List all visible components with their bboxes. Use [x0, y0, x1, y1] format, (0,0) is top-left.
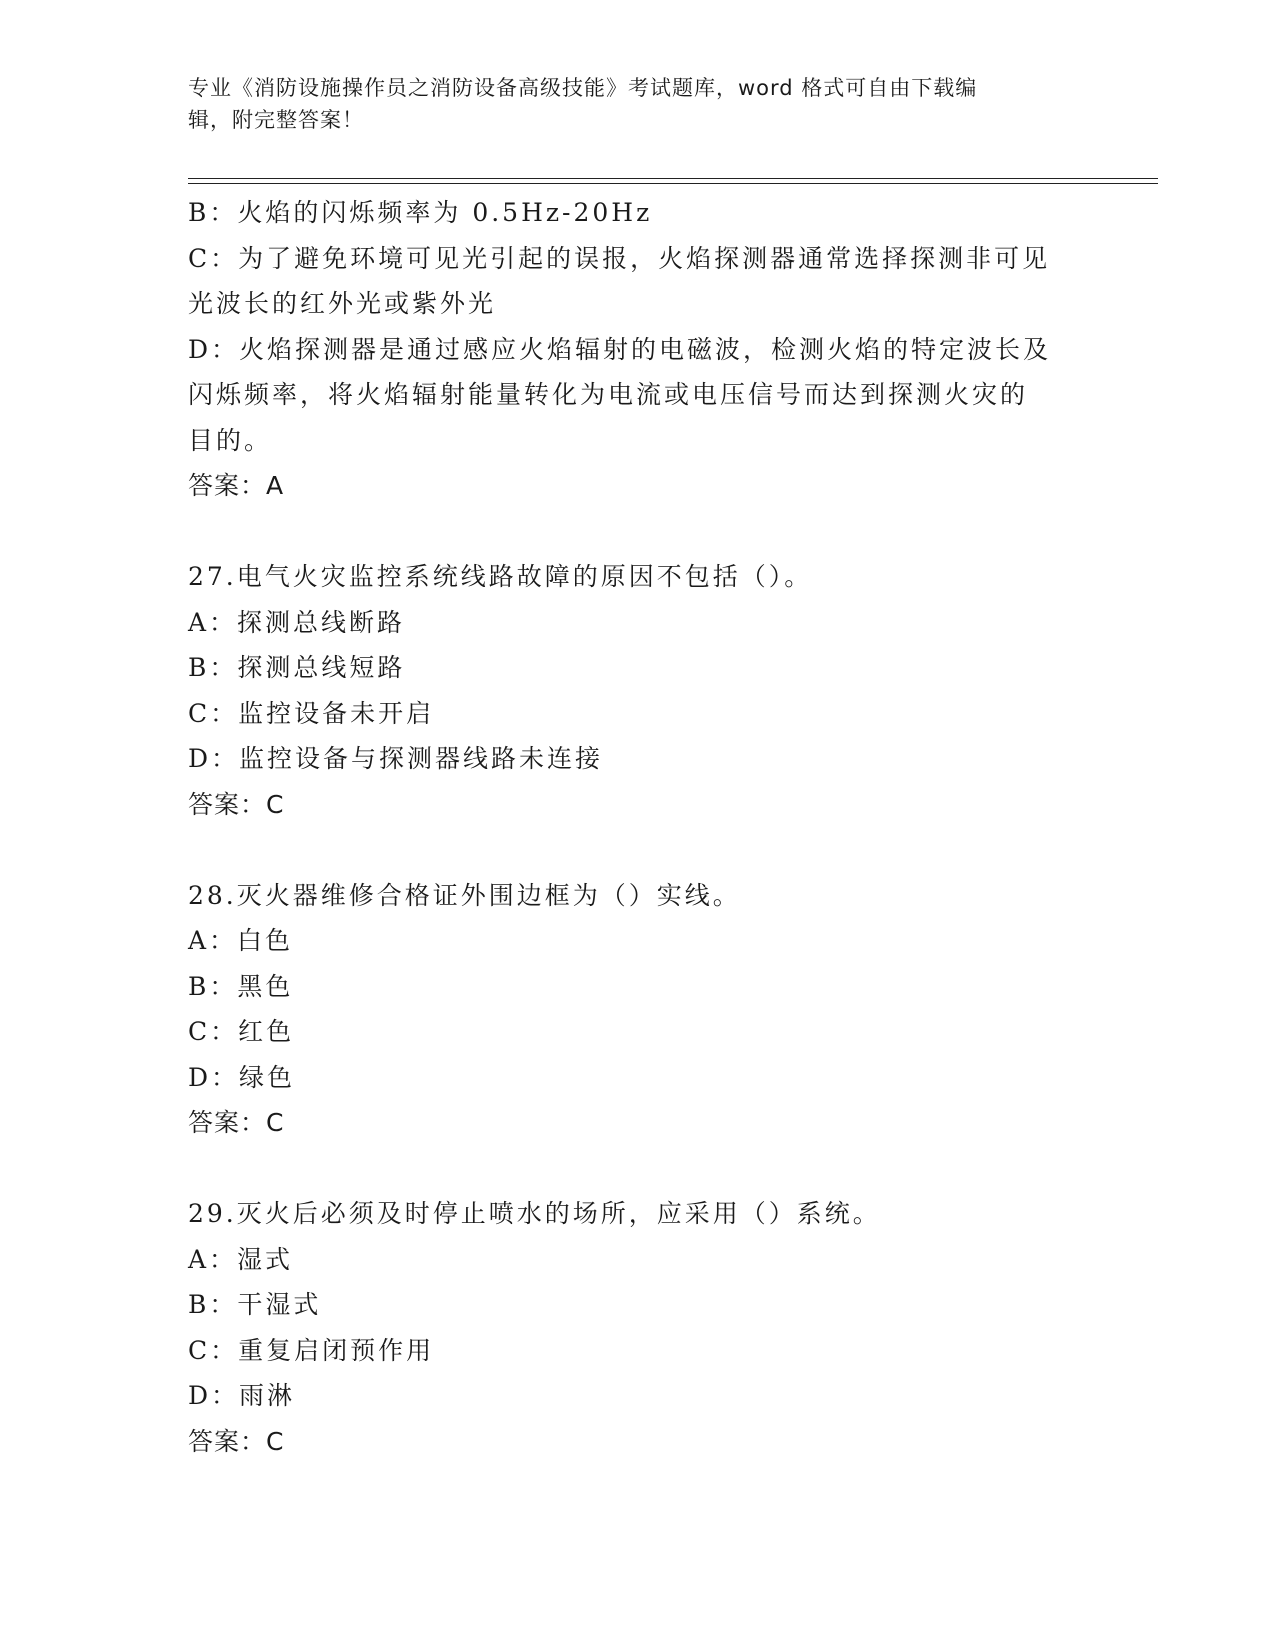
- question-27: [188, 554, 1088, 827]
- option-a: A：白色: [188, 926, 294, 955]
- spacer: [188, 509, 1088, 555]
- answer-26: 答案：A: [188, 471, 285, 500]
- header-divider-top: [188, 178, 1158, 179]
- answer-27: 答案：C: [188, 789, 285, 819]
- option-line: 目的。: [188, 425, 273, 455]
- question-29-text: 29.灭火后必须及时停止喷水的场所，应采用（）系统。: [188, 1199, 881, 1228]
- document-header: [188, 72, 1088, 136]
- header-line-1: 专业《消防设施操作员之消防设备高级技能》考试题库，word 格式可自由下载编: [188, 76, 978, 100]
- option-a: A：探测总线断路: [188, 607, 406, 637]
- option-d: D：雨淋: [188, 1381, 296, 1410]
- header-divider-bottom: [188, 183, 1158, 184]
- option-b: B：干湿式: [188, 1290, 322, 1319]
- spacer: [188, 827, 1088, 873]
- question-29: [188, 1191, 1088, 1464]
- option-d: D：绿色: [188, 1062, 296, 1092]
- question-28-text: 28.灭火器维修合格证外围边框为（）实线。: [188, 880, 741, 910]
- option-c: C：重复启闭预作用: [188, 1335, 435, 1365]
- question-26-continuation: [188, 190, 1088, 509]
- option-line: 闪烁频率，将火焰辐射能量转化为电流或电压信号而达到探测火灾的: [188, 380, 1029, 409]
- option-b: B：探测总线短路: [188, 653, 406, 682]
- option-line: C：为了避免环境可见光引起的误报，火焰探测器通常选择探测非可见: [188, 243, 1051, 273]
- option-line: B：火焰的闪烁频率为 0.5Hz-20Hz: [188, 198, 653, 227]
- question-list: [188, 190, 1088, 1464]
- option-c: C：监控设备未开启: [188, 698, 435, 728]
- option-d: D：监控设备与探测器线路未连接: [188, 744, 604, 773]
- spacer: [188, 1146, 1088, 1192]
- option-a: A：湿式: [188, 1244, 294, 1274]
- answer-29: 答案：C: [188, 1426, 285, 1456]
- answer-28: 答案：C: [188, 1108, 285, 1137]
- option-c: C：红色: [188, 1017, 295, 1046]
- option-b: B：黑色: [188, 971, 294, 1001]
- question-27-text: 27.电气火灾监控系统线路故障的原因不包括（）。: [188, 562, 813, 591]
- question-28: [188, 873, 1088, 1146]
- option-line: 光波长的红外光或紫外光: [188, 289, 497, 318]
- option-line: D：火焰探测器是通过感应火焰辐射的电磁波，检测火焰的特定波长及: [188, 334, 1052, 364]
- header-line-2: 辑，附完整答案！: [188, 108, 364, 132]
